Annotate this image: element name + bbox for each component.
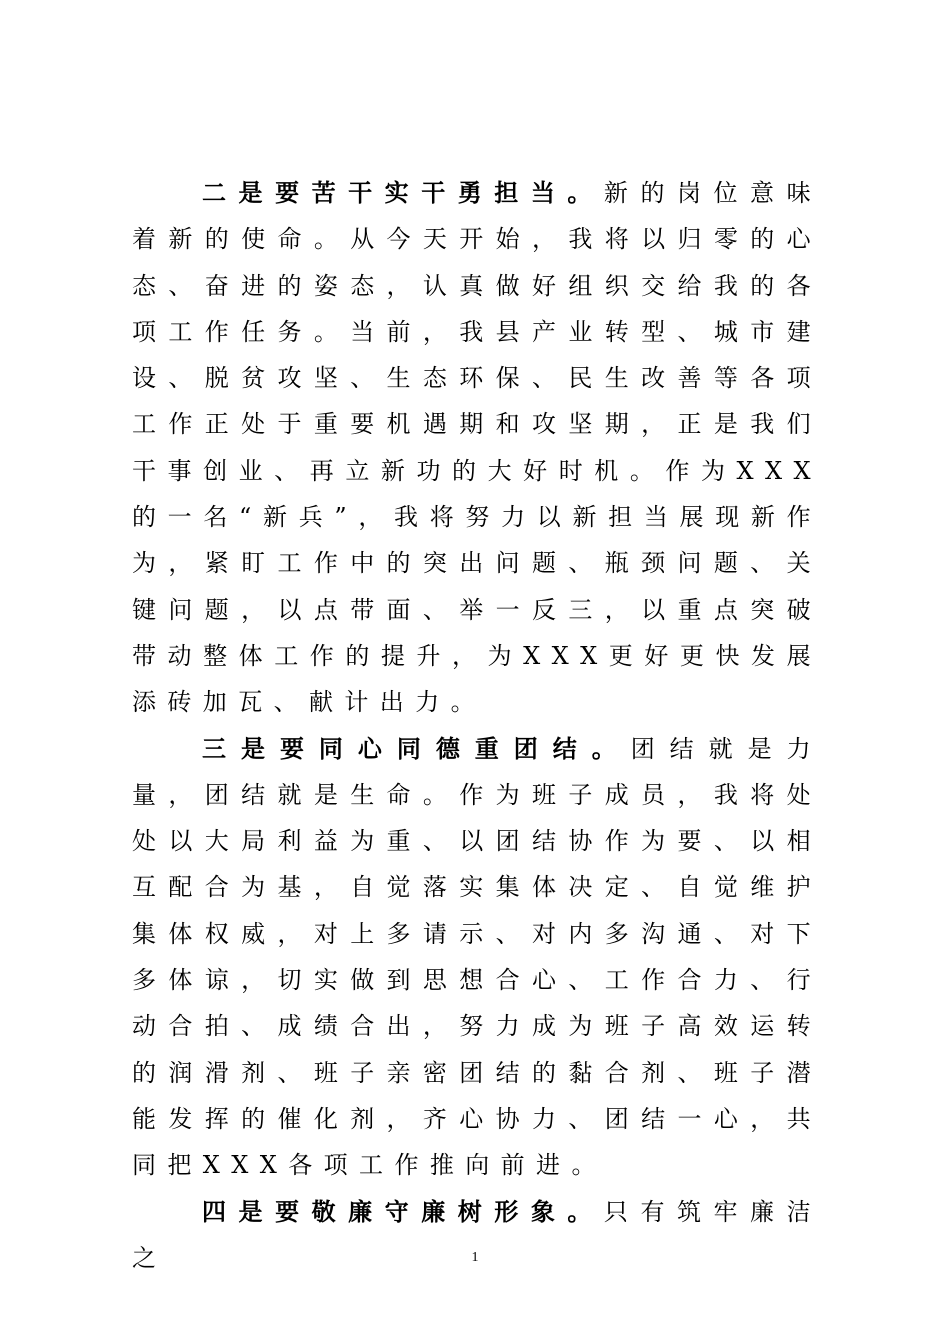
page-number: 1 xyxy=(471,1250,479,1265)
paragraph-body: 新的岗位意味着新的使命。从今天开始，我将以归零的心态、奋进的姿态，认真做好组织交给我的各项工作任务。当前，我县产业转型、城市建设、脱贫攻坚、生态环保、民生改善等各项工作正处于重要机遇期和攻坚期，正是我们干事创业、再立新功的大好时机。作为XXX的一名“新兵”，我将努力以新担当展现新作为，紧盯工作中的突出问题、瓶颈问题、关键问题，以点带面、举一反三，以重点突破带动整体工作的提升，为XXX更好更快发展添砖加瓦、献计出力。 xyxy=(132,179,822,717)
paragraph-heading: 三是要同心同德重团结。 xyxy=(202,734,631,763)
paragraph-heading: 四是要敬廉守廉树形象。 xyxy=(202,1197,604,1226)
paragraph-3 xyxy=(132,726,822,1189)
paragraph-2 xyxy=(132,170,822,726)
body-text xyxy=(132,170,822,1281)
paragraph-heading: 二是要苦干实干勇担当。 xyxy=(202,179,604,207)
paragraph-body: 团结就是力量，团结就是生命。作为班子成员，我将处处以大局利益为重、以团结协作为要、以相互配合为基，自觉落实集体决定、自觉维护集体权威，对上多请示、对内多沟通、对下多体谅，切实做到思想合心、工作合力、行动合拍、成绩合出，努力成为班子高效运转的润滑剂、班子亲密团结的黏合剂、班子潜能发挥的催化剂，齐心协力、团结一心，共同把XXX各项工作推向前进。 xyxy=(132,734,822,1180)
paragraph-4 xyxy=(132,1189,822,1282)
paragraph-body: 只有筑牢廉洁之 xyxy=(132,1197,822,1272)
